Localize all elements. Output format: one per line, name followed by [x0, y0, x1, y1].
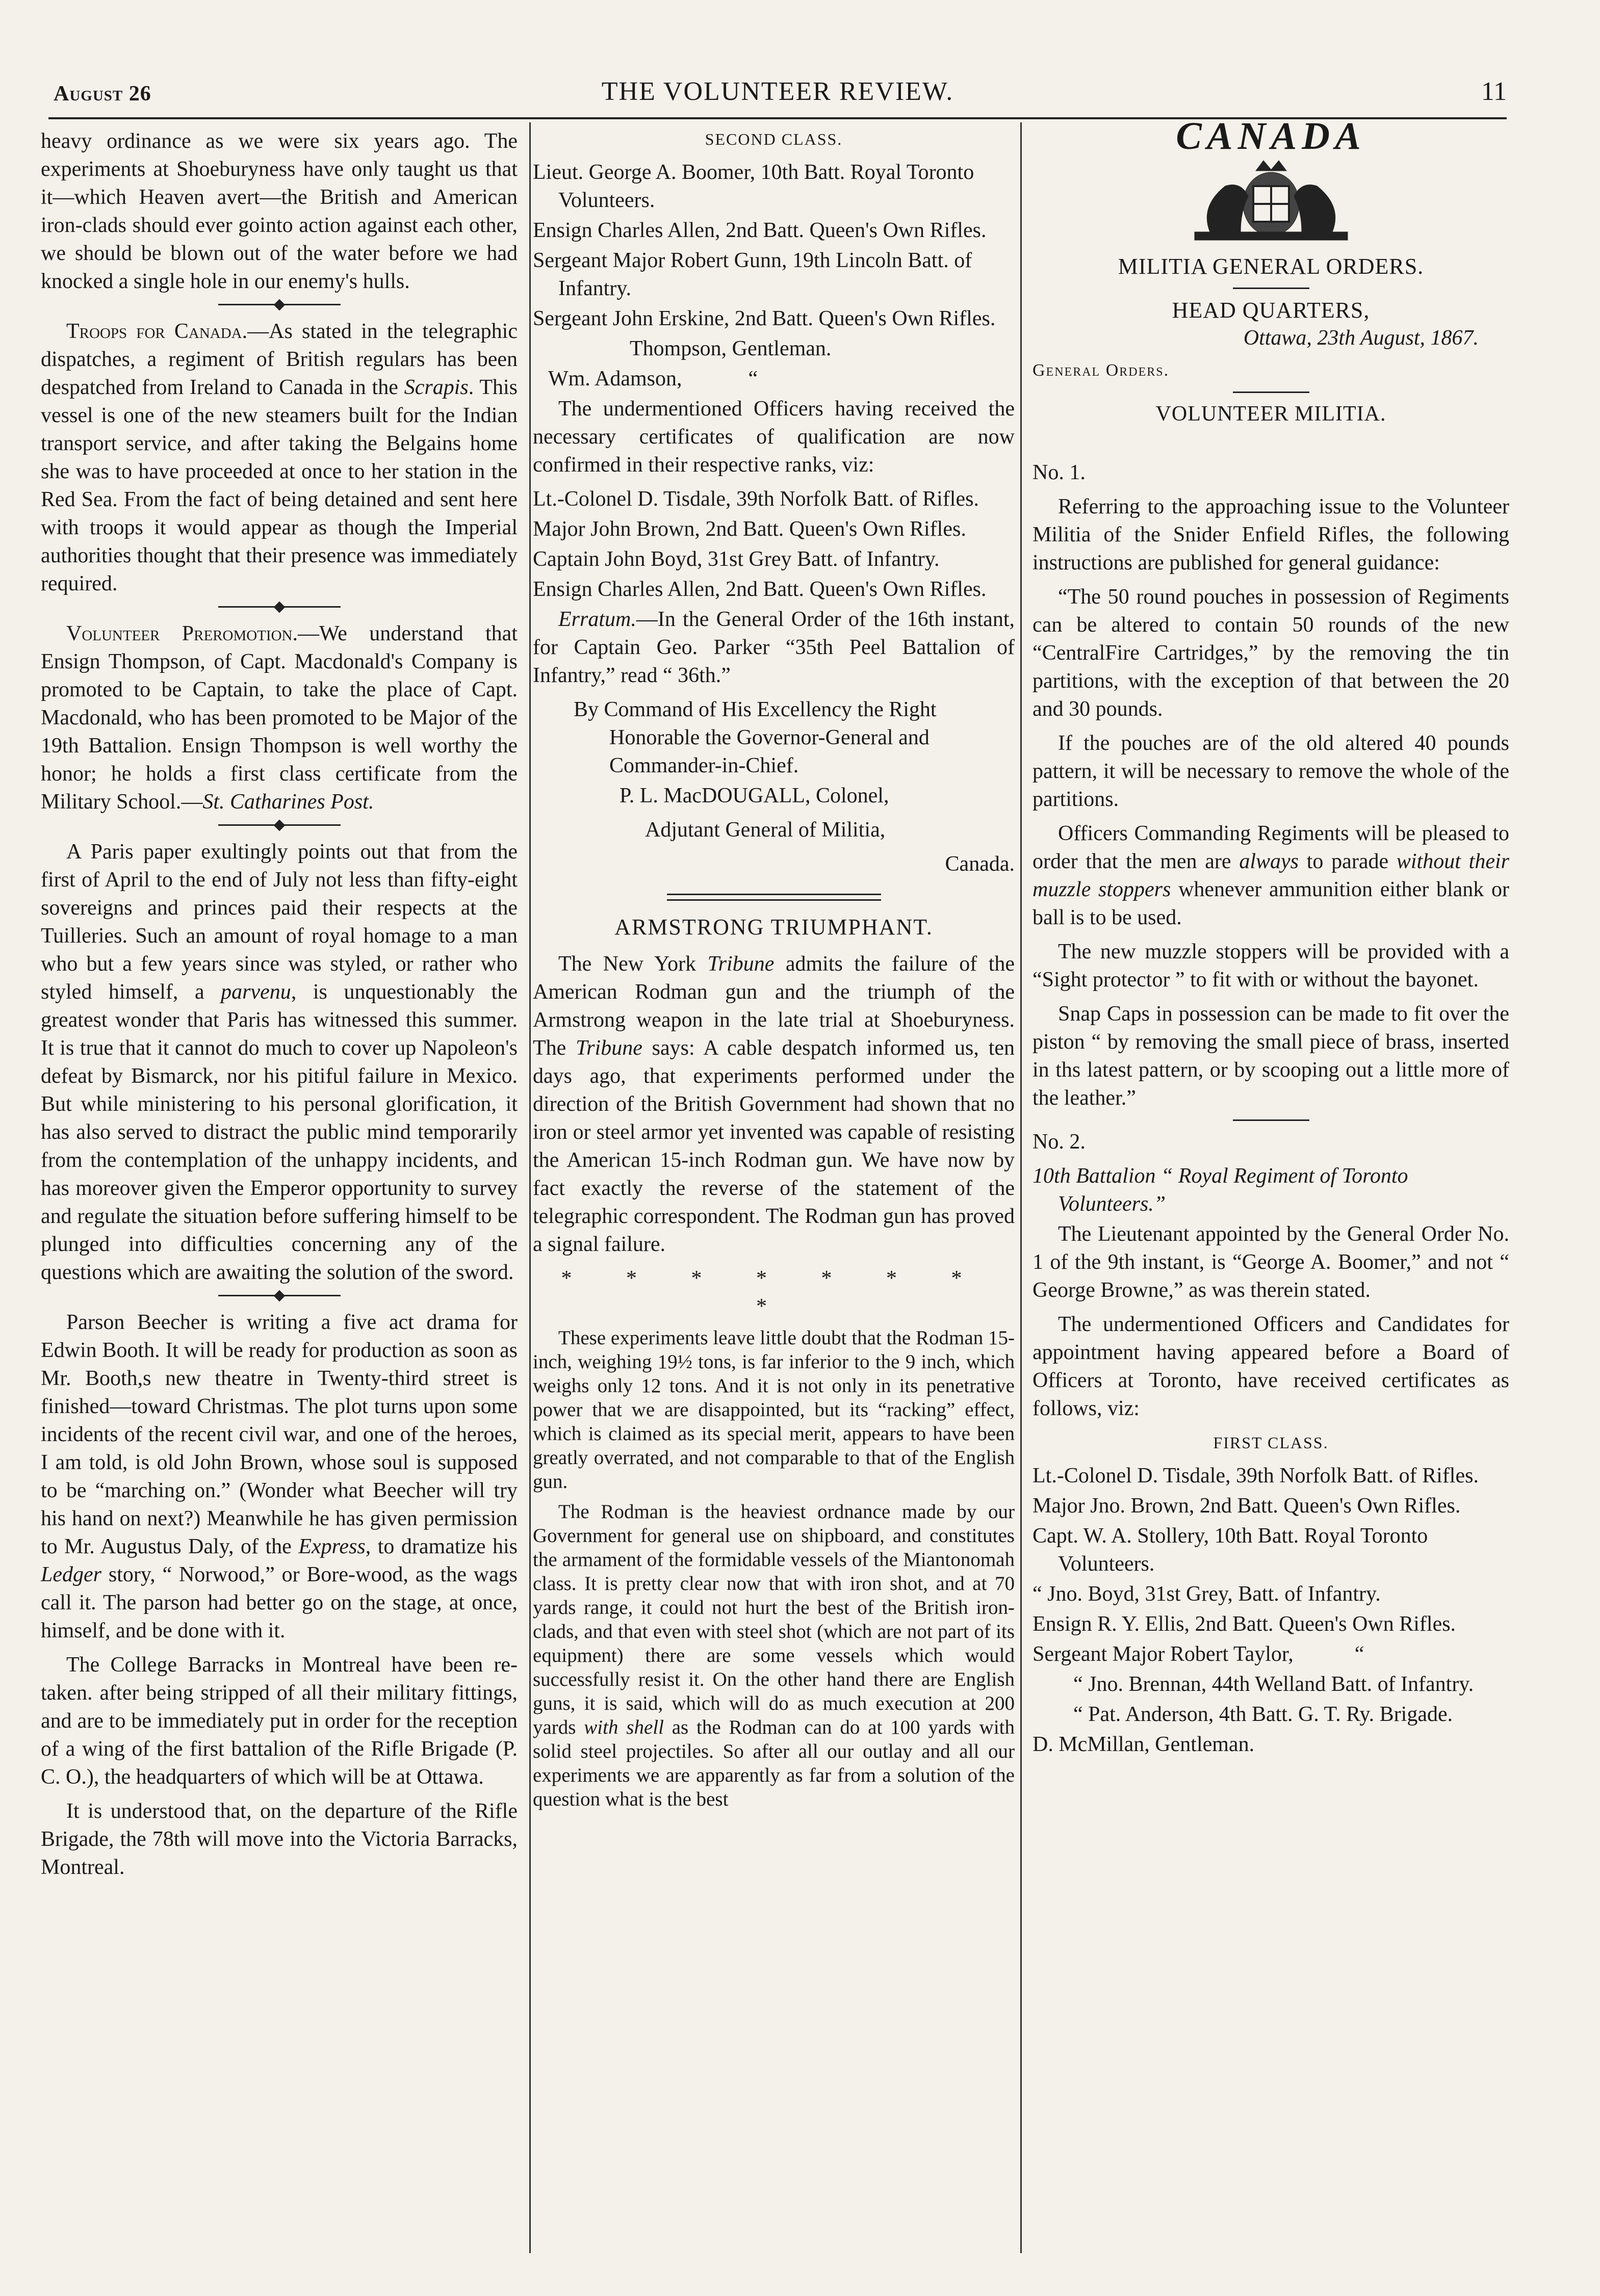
dateline: Ottawa, 23th August, 1867. — [1243, 326, 1479, 350]
list-item: Ensign Charles Allen, 2nd Batt. Queen's Own Rifles. — [533, 578, 987, 601]
article-heading: Volunteer Preromotion. — [66, 622, 298, 645]
header-date: August 26 — [54, 82, 151, 106]
signature-line: P. L. MacDOUGALL, Colonel, — [620, 784, 889, 807]
command-line: By Command of His Excellency the Right Honorable the Governor-General and Commander-in-Chief. — [574, 698, 937, 777]
article-armstrong: The New York Tribune admits the failure of the American Rodman gun and the triumph of the Armstrong weapon in the late trial at Shoeburyness. The Tribune says: A cable despatch informed us, ten days ago, that experiments performed under the direction of the British Government had shown that no iron or steel armor yet invented was capable of resisting the American 15-inch Rodman gun. We have now by fact exactly the reverse of the statement of the telegraphic correspondent. The Rodman gun has proved a signal failure. — [533, 952, 1015, 1256]
article-heading: Troops for Canada. — [66, 320, 248, 343]
order-number: No. 2. — [1033, 1130, 1086, 1154]
rule — [1233, 288, 1309, 289]
article-paris: A Paris paper exultingly points out that from the first of April to the end of July not less than fifty-eight sovereigns and princes paid their respects at the Tuilleries. Such an amount of royal homage to a man who but a few years since was styled, or rather who styled himself, a parvenu, is unquestionably the greatest wonder that Paris has witnessed this summer. It is true that it cannot do much to cover up Napoleon's defeat by Bismarck, nor his pitiful failure in Mexico. But while ministering to his personal glorification, it has also served to distract the public mind temporarily from the contemplation of the unhappy incidents, and has moreover given the Emperor opportunity to survey and regulate the situation before suffering himself to be plunged into difficulties concerning any of the questions which are awaiting the solution of the sword. — [41, 840, 518, 1284]
separator — [218, 824, 341, 829]
asterisk-line: * * * * * * * * — [561, 1267, 987, 1318]
column-1 — [41, 127, 518, 1888]
list-item: Lt.-Colonel D. Tisdale, 39th Norfolk Batt. of Rifles. — [533, 487, 979, 511]
order-paragraph: “The 50 round pouches in possession of Regiments can be altered to contain 50 rounds of the new “CentralFire Cartridges,” by the removing the tin partitions, with the exception of that between the 20 and 30 pounds. — [1033, 585, 1509, 721]
militia-general-orders: MILITIA GENERAL ORDERS. — [1118, 254, 1424, 279]
order-paragraph: If the pouches are of the old altered 40 pounds pattern, it will be necessary to remove the whole of the partitions. — [1033, 732, 1509, 811]
article-title: ARMSTRONG TRIUMPHANT. — [614, 915, 933, 940]
order-paragraph: Snap Caps in possession can be made to fit over the piston “ by removing the small piece of brass, inserted in ths latest pattern, or by scooping out a little more of the leather.” — [1033, 1002, 1509, 1110]
article-troops: Troops for Canada.—As stated in the telegraphic dispatches, a regiment of British regulars has been despatched from Ireland to Canada in the Scrapis. This vessel is one of the new steamers built for the Indian transport service, and after taking the Belgains home she was to have proceeded at once to her station in the Red Sea. From the fact of being detained and sent here with troops it would appear as though the Imperial authorities thought that their presence was immediately required. — [41, 320, 518, 595]
first-class-heading: FIRST CLASS. — [1213, 1433, 1329, 1452]
order-paragraph: Referring to the approaching issue to the Volunteer Militia of the Snider Enfield Rifles, the following instructions are published for general guidance: — [1033, 495, 1509, 575]
article-armstrong-2: These experiments leave little doubt that the Rodman 15-inch, weighing 19½ tons, is far inferior to the 9 inch, which weighs only 12 tons. And it is not only in its penetrative power that we are disappointed, but its “racking” effect, which is claimed as its special merit, appears to have been greatly overrated, and not comparable to that of the English gun. — [533, 1327, 1015, 1493]
page-number: 11 — [1481, 77, 1507, 106]
list-item: “ Pat. Anderson, 4th Batt. G. T. Ry. Brigade. — [1073, 1703, 1453, 1726]
list-item: Ensign R. Y. Ellis, 2nd Batt. Queen's Own Rifles. — [1033, 1612, 1456, 1636]
canada-heading: CANADA — [1176, 115, 1366, 158]
battalion-heading: 10th Battalion “ Royal Regiment of Toronto Volunteers.” — [1033, 1164, 1408, 1216]
column-2 — [533, 122, 1015, 1817]
list-item: Major Jno. Brown, 2nd Batt. Queen's Own Rifles. — [1033, 1494, 1461, 1518]
list-item: Captain John Boyd, 31st Grey Batt. of Infantry. — [533, 547, 940, 571]
order-paragraph: The new muzzle stoppers will be provided with a “Sight protector ” to fit with or without the bayonet. — [1033, 940, 1509, 992]
column-rule-1 — [529, 122, 531, 2253]
article-rifle-brigade: It is understood that, on the departure of the Rifle Brigade, the 78th will move into the Victoria Barracks, Montreal. — [41, 1799, 518, 1879]
list-item: Wm. Adamson, “ — [548, 367, 758, 390]
signature-line: Adjutant General of Militia, — [645, 818, 886, 842]
double-rule — [667, 894, 881, 901]
list-item: “ Jno. Boyd, 31st Grey, Batt. of Infantry. — [1033, 1582, 1381, 1606]
second-class-heading: SECOND CLASS. — [705, 130, 843, 148]
order-paragraph: Officers Commanding Regiments will be pleased to order that the men are always to parade without their muzzle stoppers whenever ammunition either blank or ball is to be used. — [1033, 822, 1509, 929]
article-beecher: Parson Beecher is writing a five act drama for Edwin Booth. It will be ready for production as soon as Mr. Booth,s new theatre in Twenty-third street is finished—toward Christmas. The plot turns upon some incidents of the recent civil war, and one of the heroes, I am told, is old John Brown, whose soul is supposed to be “marching on.” (Wonder what Beecher will try his hand on next?) Meanwhile he has given permission to Mr. Augustus Daly, of the Express, to dramatize his Ledger story, “ Norwood,” or Bore-wood, as the wags call it. The parson had better go on the stage, at once, himself, and be done with it. — [41, 1311, 518, 1642]
coat-of-arms-icon — [1164, 155, 1378, 247]
header-title: THE VOLUNTEER REVIEW. — [601, 77, 954, 106]
list-item: Sergeant Major Robert Gunn, 19th Lincoln Batt. of Infantry. — [533, 249, 972, 300]
volunteer-militia-heading: VOLUNTEER MILITIA. — [1155, 402, 1386, 426]
list-item: D. McMillan, Gentleman. — [1033, 1733, 1255, 1756]
rule — [1233, 1119, 1309, 1121]
confirmation-paragraph: The undermentioned Officers having received the necessary certificates of qualification are now confirmed in their respective ranks, viz: — [533, 397, 1015, 477]
separator — [218, 1295, 341, 1299]
list-item: Capt. W. A. Stollery, 10th Batt. Royal Toronto Volunteers. — [1033, 1524, 1428, 1576]
page-header — [48, 71, 1507, 112]
list-item: Sergeant Major Robert Taylor, “ — [1033, 1642, 1364, 1666]
erratum: Erratum.—In the General Order of the 16th instant, for Captain Geo. Parker “35th Peel Battalion of Infantry,” read “ 36th.” — [533, 608, 1015, 687]
order-number: No. 1. — [1033, 461, 1086, 484]
list-item: Major John Brown, 2nd Batt. Queen's Own Rifles. — [533, 517, 966, 541]
list-item: Sergeant John Erskine, 2nd Batt. Queen's Own Rifles. — [533, 307, 996, 330]
list-item: Ensign Charles Allen, 2nd Batt. Queen's Own Rifles. — [533, 219, 987, 242]
head-quarters: HEAD QUARTERS, — [1172, 298, 1370, 323]
article-promotion: Volunteer Preromotion.—We understand that Ensign Thompson, of Capt. Macdonald's Company is promoted to be Captain, to take the place of Capt. Macdonald, who has been promoted to be Major of the 19th Battalion. Ensign Thompson is well worthy the honor; he holds a first class certificate from the Military School.—St. Catharines Post. — [41, 622, 518, 814]
list-item: Lt.-Colonel D. Tisdale, 39th Norfolk Batt. of Rifles. — [1033, 1464, 1479, 1488]
list-item: “ Jno. Brennan, 44th Welland Batt. of Infantry. — [1073, 1673, 1474, 1696]
separator — [218, 304, 341, 308]
article-armstrong-3: The Rodman is the heaviest ordnance made by our Government for general use on shipboard, and constitutes the armament of the formidable vessels of the Miantonomah class. It is pretty clear now that with iron shot, and at 70 yards range, it could not hurt the best of the British iron-clads, and that even with steel shot (which are not part of its equipment) there are some vessels which would successfully resist it. On the other hand there are English guns, it is said, which will do as much execution at 200 yards with shell as the Rodman can do at 100 yards with solid steel projectiles. So after all our outlay and all our experiments we are apparently as far from a solution of the question what is the best — [533, 1501, 1015, 1810]
order-paragraph: The Lieutenant appointed by the General Order No. 1 of the 9th instant, is “George A. Boomer,” and not “ George Browne,” as was therein stated. — [1033, 1222, 1509, 1302]
list-item: Lieut. George A. Boomer, 10th Batt. Royal Toronto Volunteers. — [533, 161, 974, 212]
order-paragraph: The undermentioned Officers and Candidates for appointment having appeared before a Board of Officers at Toronto, have received certificates as follows, viz: — [1033, 1313, 1509, 1420]
rule — [1233, 392, 1309, 393]
article-continuation: heavy ordinance as we were six years ago. The experiments at Shoeburyness have only taught us that it—which Heaven avert—the British and American iron-clads should ever gointo action against each other, we should be blown out of the water before we had knocked a single hole in our enemy's hulls. — [41, 129, 518, 293]
column-rule-2 — [1020, 122, 1022, 2253]
signature-line: Canada. — [945, 852, 1015, 876]
general-orders-label: General Orders. — [1033, 361, 1170, 380]
article-college: The College Barracks in Montreal have been re-taken. after being stripped of all their military fittings, and are to be immediately put in order for the reception of a wing of the first battalion of the Rifle Brigade (P. C. O.), the headquarters of which will be at Ottawa. — [41, 1653, 518, 1789]
column-3 — [1033, 115, 1509, 1761]
separator — [218, 606, 341, 611]
list-item: Thompson, Gentleman. — [630, 337, 832, 360]
